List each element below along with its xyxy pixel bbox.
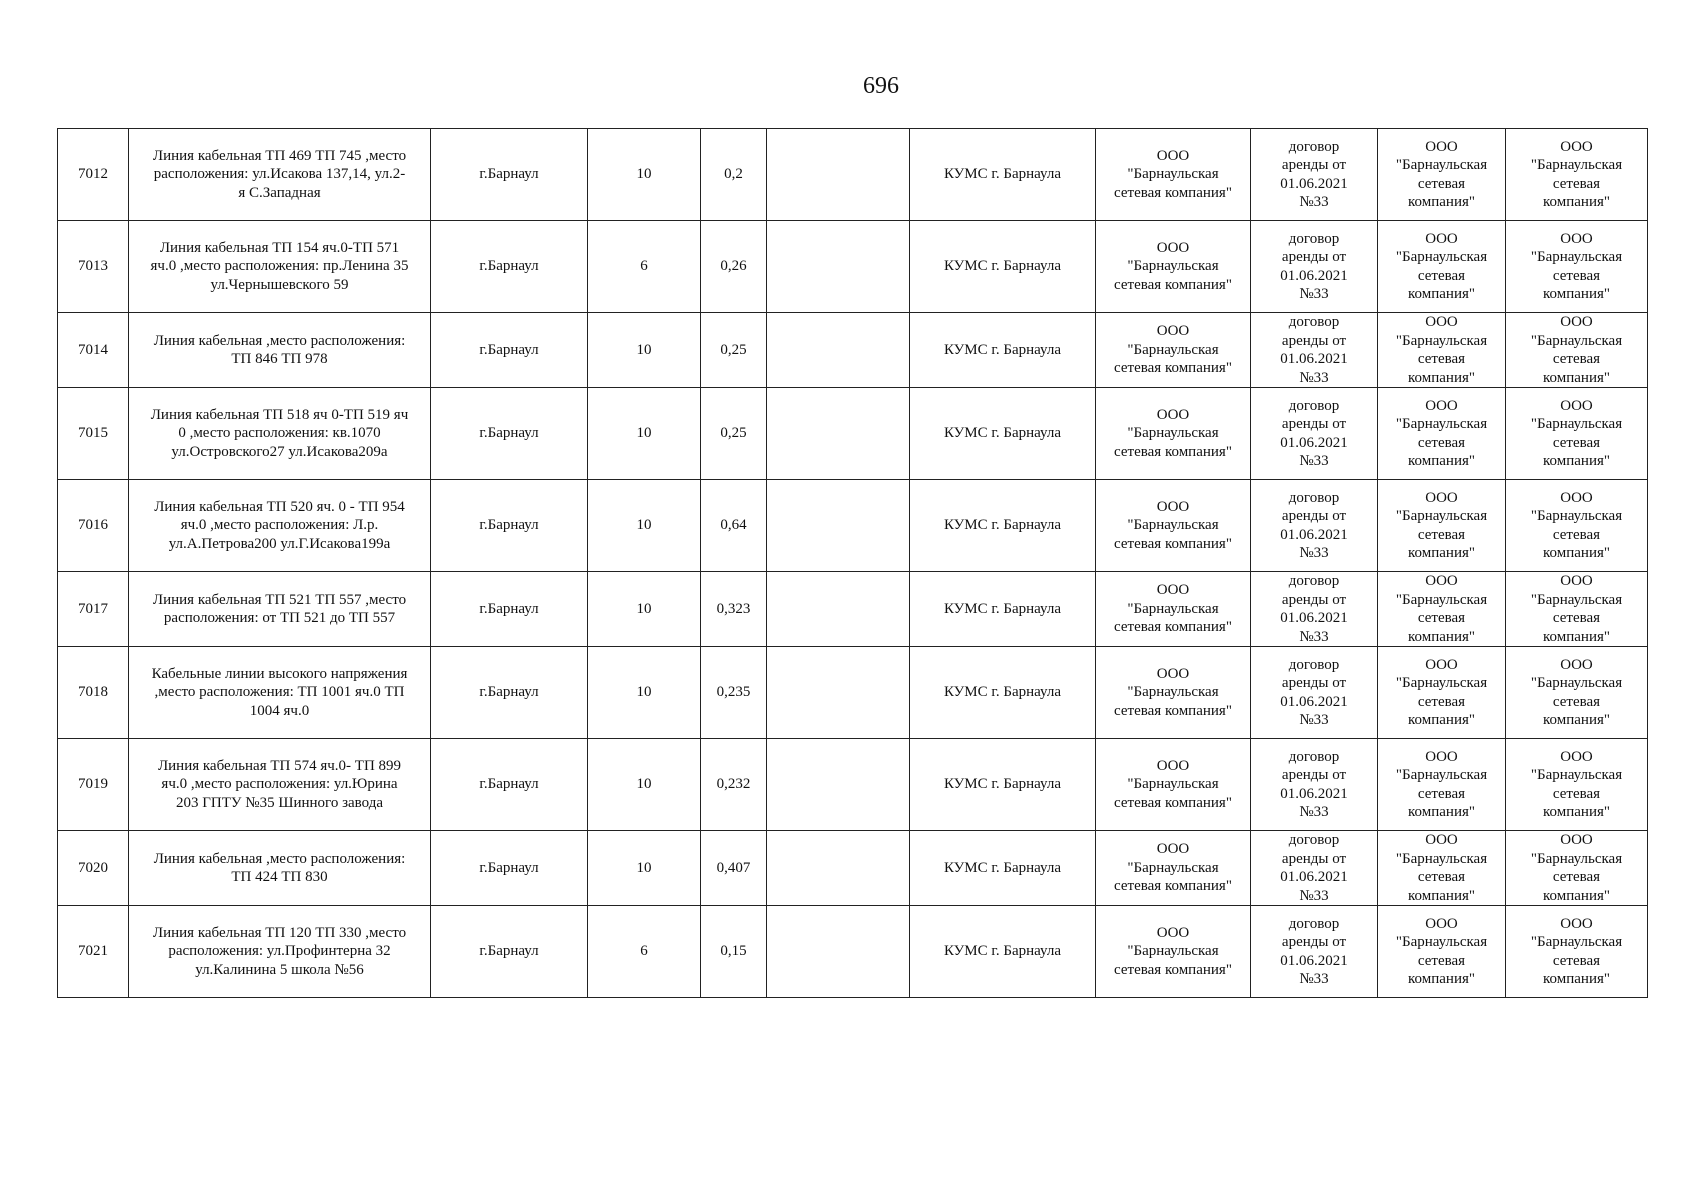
cell-extra xyxy=(767,129,910,221)
cell-basis: договор аренды от 01.06.2021 №33 xyxy=(1251,647,1378,739)
table-row xyxy=(58,906,1648,998)
cell-voltage: 10 xyxy=(588,313,701,388)
cell-basis: договор аренды от 01.06.2021 №33 xyxy=(1251,739,1378,831)
cell-city: г.Барнаул xyxy=(431,480,588,572)
cell-id: 7021 xyxy=(58,906,129,998)
cell-basis: договор аренды от 01.06.2021 №33 xyxy=(1251,480,1378,572)
cell-voltage: 10 xyxy=(588,739,701,831)
page-number: 696 xyxy=(863,73,899,99)
cell-owner: КУМС г. Барнаула xyxy=(910,739,1096,831)
cell-operator: ООО "Барнаульская сетевая компания" xyxy=(1506,906,1648,998)
cell-name: Линия кабельная ТП 574 яч.0- ТП 899 яч.0 ,место расположения: ул.Юрина 203 ГПТУ №35 Шинного завода xyxy=(129,739,431,831)
cell-user: ООО "Барнаульская сетевая компания" xyxy=(1378,221,1506,313)
cell-holder: ООО "Барнаульская сетевая компания" xyxy=(1096,313,1251,388)
cell-voltage: 6 xyxy=(588,906,701,998)
cell-basis: договор аренды от 01.06.2021 №33 xyxy=(1251,831,1378,906)
cell-voltage: 10 xyxy=(588,647,701,739)
cell-city: г.Барнаул xyxy=(431,906,588,998)
cell-id: 7012 xyxy=(58,129,129,221)
table-row xyxy=(58,572,1648,647)
cell-voltage: 10 xyxy=(588,572,701,647)
cell-id: 7017 xyxy=(58,572,129,647)
cell-id: 7014 xyxy=(58,313,129,388)
table-row xyxy=(58,388,1648,480)
cell-voltage: 10 xyxy=(588,388,701,480)
cell-basis: договор аренды от 01.06.2021 №33 xyxy=(1251,313,1378,388)
cell-owner: КУМС г. Барнаула xyxy=(910,129,1096,221)
cell-user: ООО "Барнаульская сетевая компания" xyxy=(1378,388,1506,480)
cell-name: Кабельные линии высокого напряжения ,место расположения: ТП 1001 яч.0 ТП 1004 яч.0 xyxy=(129,647,431,739)
cell-extra xyxy=(767,831,910,906)
cell-city: г.Барнаул xyxy=(431,831,588,906)
cell-holder: ООО "Барнаульская сетевая компания" xyxy=(1096,388,1251,480)
table-row xyxy=(58,480,1648,572)
cell-city: г.Барнаул xyxy=(431,129,588,221)
cell-length: 0,25 xyxy=(701,313,767,388)
registry-table xyxy=(57,128,1648,998)
cell-holder: ООО "Барнаульская сетевая компания" xyxy=(1096,129,1251,221)
cell-name: Линия кабельная ,место расположения: ТП 846 ТП 978 xyxy=(129,313,431,388)
cell-owner: КУМС г. Барнаула xyxy=(910,388,1096,480)
cell-operator: ООО "Барнаульская сетевая компания" xyxy=(1506,129,1648,221)
cell-extra xyxy=(767,906,910,998)
cell-owner: КУМС г. Барнаула xyxy=(910,572,1096,647)
cell-length: 0,235 xyxy=(701,647,767,739)
cell-user: ООО "Барнаульская сетевая компания" xyxy=(1378,906,1506,998)
cell-operator: ООО "Барнаульская сетевая компания" xyxy=(1506,647,1648,739)
cell-operator: ООО "Барнаульская сетевая компания" xyxy=(1506,313,1648,388)
cell-extra xyxy=(767,739,910,831)
cell-name: Линия кабельная ТП 469 ТП 745 ,место расположения: ул.Исакова 137,14, ул.2- я С.Западная xyxy=(129,129,431,221)
cell-city: г.Барнаул xyxy=(431,647,588,739)
table-row xyxy=(58,129,1648,221)
cell-holder: ООО "Барнаульская сетевая компания" xyxy=(1096,647,1251,739)
cell-voltage: 10 xyxy=(588,831,701,906)
cell-holder: ООО "Барнаульская сетевая компания" xyxy=(1096,831,1251,906)
cell-length: 0,15 xyxy=(701,906,767,998)
cell-holder: ООО "Барнаульская сетевая компания" xyxy=(1096,221,1251,313)
cell-name: Линия кабельная ТП 154 яч.0-ТП 571 яч.0 ,место расположения: пр.Ленина 35 ул.Чернышевского 59 xyxy=(129,221,431,313)
cell-operator: ООО "Барнаульская сетевая компания" xyxy=(1506,480,1648,572)
table-row xyxy=(58,221,1648,313)
table-row xyxy=(58,831,1648,906)
cell-name: Линия кабельная ТП 120 ТП 330 ,место расположения: ул.Профинтерна 32 ул.Калинина 5 школа №56 xyxy=(129,906,431,998)
cell-city: г.Барнаул xyxy=(431,221,588,313)
cell-name: Линия кабельная ТП 521 ТП 557 ,место расположения: от ТП 521 до ТП 557 xyxy=(129,572,431,647)
cell-basis: договор аренды от 01.06.2021 №33 xyxy=(1251,906,1378,998)
cell-id: 7015 xyxy=(58,388,129,480)
table-row xyxy=(58,647,1648,739)
cell-extra xyxy=(767,313,910,388)
cell-owner: КУМС г. Барнаула xyxy=(910,480,1096,572)
cell-city: г.Барнаул xyxy=(431,313,588,388)
table-row xyxy=(58,739,1648,831)
cell-owner: КУМС г. Барнаула xyxy=(910,313,1096,388)
cell-operator: ООО "Барнаульская сетевая компания" xyxy=(1506,572,1648,647)
cell-id: 7018 xyxy=(58,647,129,739)
cell-basis: договор аренды от 01.06.2021 №33 xyxy=(1251,388,1378,480)
table-row xyxy=(58,313,1648,388)
cell-name: Линия кабельная ,место расположения: ТП 424 ТП 830 xyxy=(129,831,431,906)
cell-user: ООО "Барнаульская сетевая компания" xyxy=(1378,831,1506,906)
cell-city: г.Барнаул xyxy=(431,739,588,831)
cell-voltage: 10 xyxy=(588,129,701,221)
cell-voltage: 6 xyxy=(588,221,701,313)
table-body xyxy=(58,129,1648,998)
cell-user: ООО "Барнаульская сетевая компания" xyxy=(1378,647,1506,739)
cell-length: 0,323 xyxy=(701,572,767,647)
cell-length: 0,26 xyxy=(701,221,767,313)
cell-id: 7016 xyxy=(58,480,129,572)
cell-city: г.Барнаул xyxy=(431,572,588,647)
cell-holder: ООО "Барнаульская сетевая компания" xyxy=(1096,480,1251,572)
cell-extra xyxy=(767,572,910,647)
cell-basis: договор аренды от 01.06.2021 №33 xyxy=(1251,572,1378,647)
cell-length: 0,2 xyxy=(701,129,767,221)
cell-length: 0,407 xyxy=(701,831,767,906)
cell-operator: ООО "Барнаульская сетевая компания" xyxy=(1506,388,1648,480)
cell-owner: КУМС г. Барнаула xyxy=(910,221,1096,313)
cell-extra xyxy=(767,480,910,572)
cell-length: 0,232 xyxy=(701,739,767,831)
cell-voltage: 10 xyxy=(588,480,701,572)
cell-holder: ООО "Барнаульская сетевая компания" xyxy=(1096,906,1251,998)
cell-operator: ООО "Барнаульская сетевая компания" xyxy=(1506,831,1648,906)
cell-city: г.Барнаул xyxy=(431,388,588,480)
cell-basis: договор аренды от 01.06.2021 №33 xyxy=(1251,221,1378,313)
cell-id: 7013 xyxy=(58,221,129,313)
cell-owner: КУМС г. Барнаула xyxy=(910,906,1096,998)
cell-owner: КУМС г. Барнаула xyxy=(910,831,1096,906)
cell-user: ООО "Барнаульская сетевая компания" xyxy=(1378,129,1506,221)
cell-id: 7019 xyxy=(58,739,129,831)
cell-length: 0,64 xyxy=(701,480,767,572)
cell-id: 7020 xyxy=(58,831,129,906)
cell-user: ООО "Барнаульская сетевая компания" xyxy=(1378,313,1506,388)
cell-holder: ООО "Барнаульская сетевая компания" xyxy=(1096,572,1251,647)
cell-user: ООО "Барнаульская сетевая компания" xyxy=(1378,739,1506,831)
cell-holder: ООО "Барнаульская сетевая компания" xyxy=(1096,739,1251,831)
cell-length: 0,25 xyxy=(701,388,767,480)
cell-owner: КУМС г. Барнаула xyxy=(910,647,1096,739)
cell-extra xyxy=(767,647,910,739)
cell-user: ООО "Барнаульская сетевая компания" xyxy=(1378,480,1506,572)
cell-operator: ООО "Барнаульская сетевая компания" xyxy=(1506,739,1648,831)
cell-extra xyxy=(767,221,910,313)
cell-basis: договор аренды от 01.06.2021 №33 xyxy=(1251,129,1378,221)
cell-operator: ООО "Барнаульская сетевая компания" xyxy=(1506,221,1648,313)
cell-name: Линия кабельная ТП 520 яч. 0 - ТП 954 яч.0 ,место расположения: Л.р. ул.А.Петрова200 ул.Г.Исакова199а xyxy=(129,480,431,572)
cell-user: ООО "Барнаульская сетевая компания" xyxy=(1378,572,1506,647)
cell-extra xyxy=(767,388,910,480)
cell-name: Линия кабельная ТП 518 яч 0-ТП 519 яч 0 ,место расположения: кв.1070 ул.Островского27 ул.Исакова209а xyxy=(129,388,431,480)
